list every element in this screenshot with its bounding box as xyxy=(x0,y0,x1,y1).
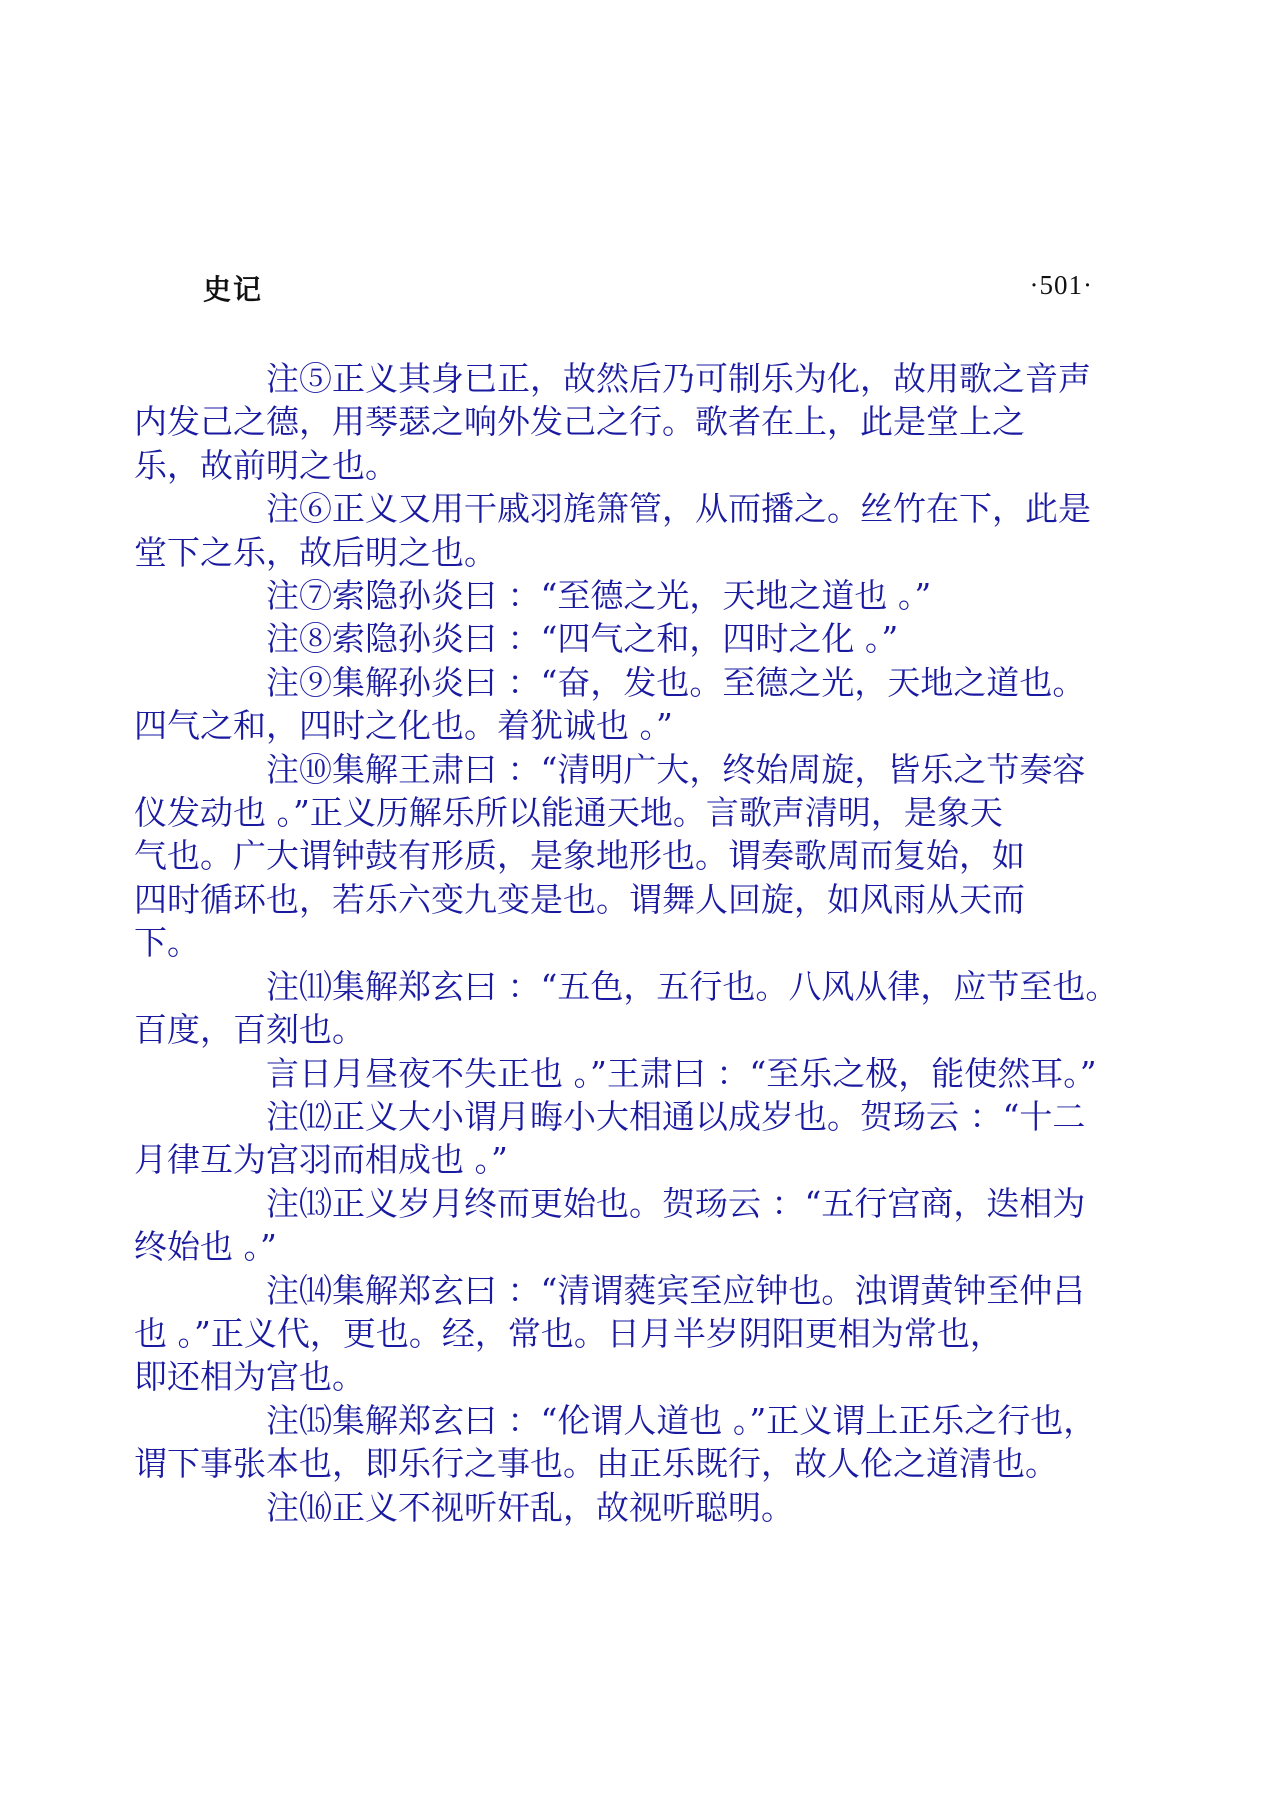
text-line: 注⒁集解郑玄曰 ：“清谓蕤宾至应钟也。浊谓黄钟至仲吕 xyxy=(266,1270,1086,1310)
note-9 xyxy=(134,661,1120,748)
text-line: 谓下事张本也，即乐行之事也。由正乐既行，故人伦之道清也。 xyxy=(134,1444,1058,1484)
text-line: 乐，故前明之也。 xyxy=(134,445,398,485)
text-line: 注⑨集解孙炎曰 ：“奋，发也。至德之光，天地之道也。 xyxy=(266,662,1086,702)
note-16 xyxy=(200,1486,1120,1529)
note-8 xyxy=(200,617,1120,660)
note-12 xyxy=(134,1095,1120,1182)
text-line: 也 。”正义代，更也。经，常也。日月半岁阴阳更相为常也， xyxy=(134,1313,1003,1353)
text-line: 内发己之德，用琴瑟之响外发己之行。歌者在上，此是堂上之 xyxy=(134,402,1025,442)
text-line: 气也。广大谓钟鼓有形质，是象地形也。谓奏歌周而复始，如 xyxy=(134,836,1025,876)
text-line: 四气之和，四时之化也。着犹诚也 。” xyxy=(134,706,673,746)
note-10 xyxy=(134,748,1120,965)
page-number: ·501· xyxy=(1029,270,1093,300)
text-line: 即还相为宫也。 xyxy=(134,1357,365,1397)
text-line: 注⑤正义其身已正，故然后乃可制乐为化，故用歌之音声 xyxy=(266,359,1091,398)
text-line: 注⑩集解王肃曰 ：“清明广大，终始周旋，皆乐之节奏容 xyxy=(266,749,1086,789)
note-11 xyxy=(134,965,1120,1052)
text-line: 注⑿正义大小谓月晦小大相通以成岁也。贺玚云 ：“十二 xyxy=(266,1096,1086,1136)
text-line: 下。 xyxy=(134,923,200,963)
text-line: 注⑦索隐孙炎曰 ：“至德之光，天地之道也 。” xyxy=(266,576,932,616)
note-13 xyxy=(134,1182,1120,1269)
page-header xyxy=(203,268,1093,312)
running-title: 史记 xyxy=(203,273,264,306)
text-line: 四时循环也，若乐六变九变是也。谓舞人回旋，如风雨从天而 xyxy=(134,879,1025,919)
text-line: 百度，百刻也。 xyxy=(134,1010,365,1050)
note-6 xyxy=(134,487,1120,574)
annotation-body xyxy=(134,357,1120,1529)
text-line: 注⑧索隐孙炎曰 ：“四气之和，四时之化 。” xyxy=(266,619,899,659)
note-5 xyxy=(134,357,1120,487)
note-11-continued xyxy=(200,1052,1120,1095)
text-line: 仪发动也 。”正义历解乐所以能通天地。言歌声清明，是象天 xyxy=(134,793,1003,833)
note-14 xyxy=(134,1269,1120,1399)
note-15 xyxy=(134,1399,1120,1486)
text-line: 注⒂集解郑玄曰 ：“伦谓人道也 。”正义谓上正乐之行也， xyxy=(266,1400,1097,1440)
text-line: 月律互为宫羽而相成也 。” xyxy=(134,1140,508,1180)
text-line: 终始也 。” xyxy=(134,1227,277,1267)
text-line: 注⒀正义岁月终而更始也。贺玚云 ：“五行宫商，迭相为 xyxy=(266,1183,1086,1223)
text-line: 言日月昼夜不失正也 。”王肃曰 ：“至乐之极，能使然耳。” xyxy=(266,1053,1097,1093)
text-line: 注⑥正义又用干戚羽旄箫管，从而播之。丝竹在下，此是 xyxy=(266,489,1091,529)
note-7 xyxy=(200,574,1120,617)
text-line: 注⑾集解郑玄曰 ：“五色，五行也。八风从律，应节至也。 xyxy=(266,966,1119,1006)
text-line: 堂下之乐，故后明之也。 xyxy=(134,532,497,572)
text-line: 注⒃正义不视听奸乱，故视听聪明。 xyxy=(266,1487,794,1527)
